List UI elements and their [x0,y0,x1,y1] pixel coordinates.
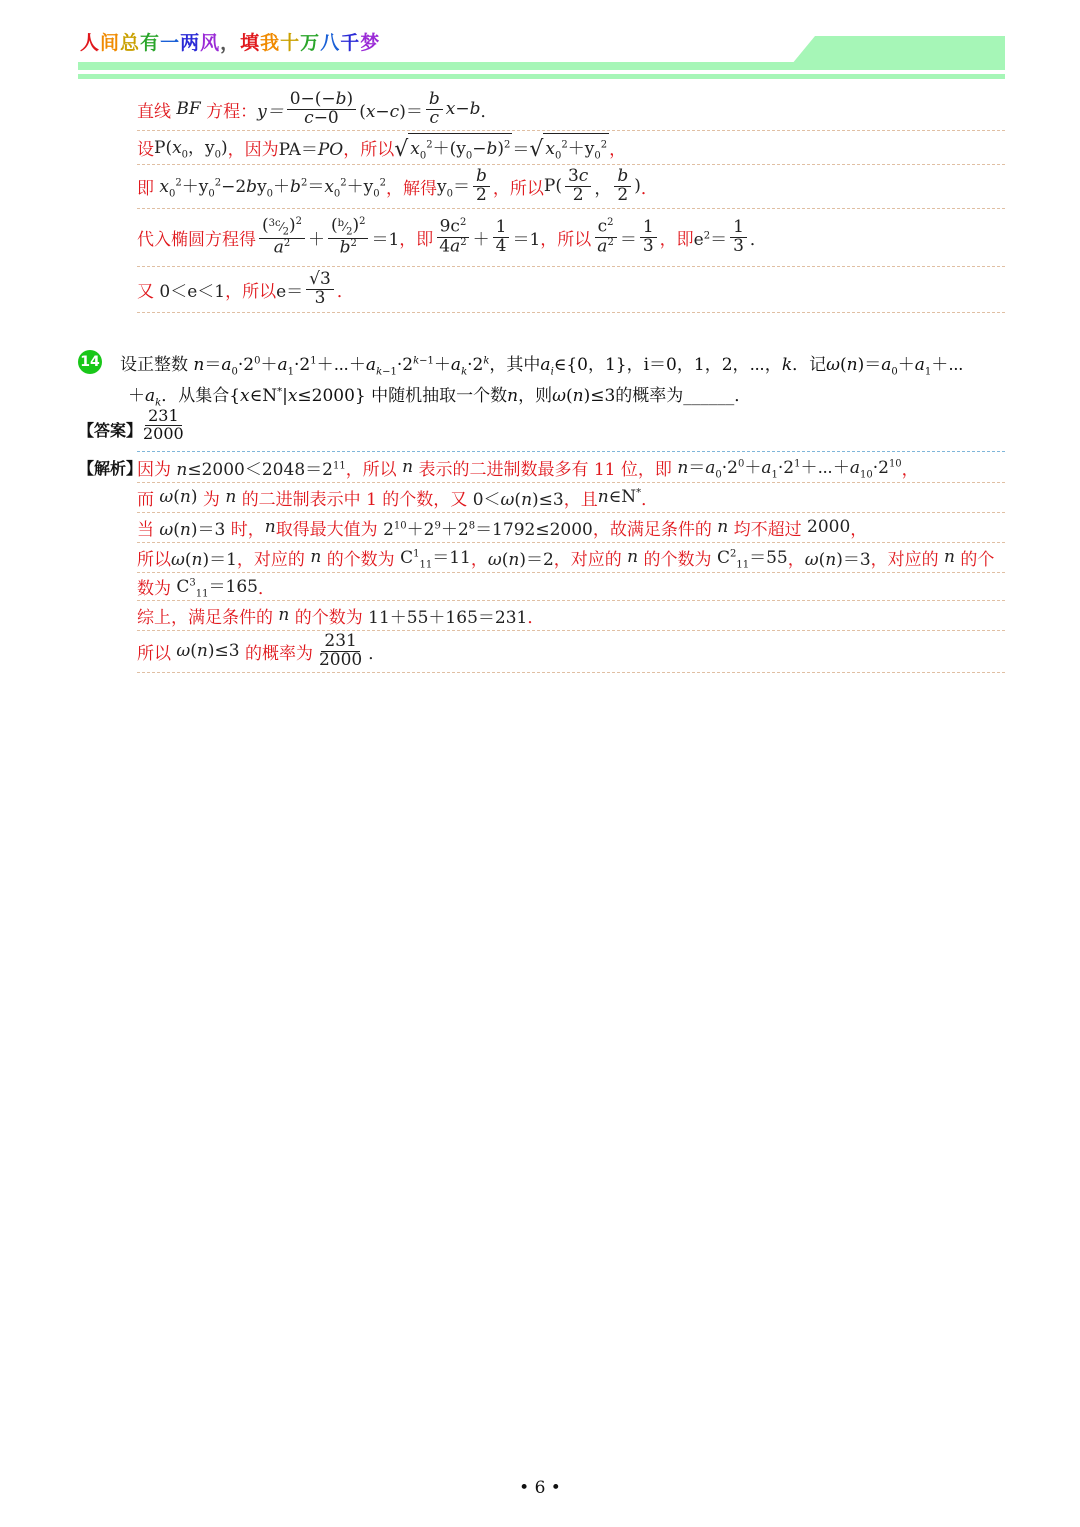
prev-solution-line-4: 代入椭圆方程得 $\frac{(^{3c}⁄_2)^2}{a^2}$ ＋ $\frac{(^b⁄_2)^2}{b^2}$ ＝1 ，即 $\frac{9c^2}{4a^2}$ ＋ $\frac{1}{4}$ ＝1 ，所以 $\frac{c^2}{a^2}$ ＝ $\frac{1}{3}$ ，即 $e^2=$ $\frac{1}{3}$ ． [137,208,1005,267]
header-title-char: ， [220,32,241,54]
header-title-char: 风 [200,32,221,54]
header-title-char: 我 [260,32,281,54]
page-number: • 6 • [519,1478,561,1498]
analysis-line-5: 数为 $C^3_{11}=165$ ． [137,572,1005,601]
analysis-line-6: 综上，满足条件的 n 的个数为 11＋55＋165＝231 ． [137,600,1005,631]
analysis-line-7: 所以 ω(n)≤3 的概率为 $\frac{231}{2000}$ ． [137,630,1005,673]
header-title-char: 填 [240,32,261,54]
analysis-line-3: 当 ω(n)＝3 时， n 取得最大值为 $2^{10}+2^9+2^8=1792\le 2000$ ，故满足条件的 n 均不超过 2000 ， [137,512,1005,543]
header-title-char: 总 [120,32,141,54]
page-header [0,0,1080,90]
question-text-line-2: $+a_k$．从集合{x∈N*|x≤2000} 中随机抽取一个数n，则ω(n)≤3的概率为______． [128,386,752,409]
analysis-label: 【解析】 [78,459,143,478]
header-title-char: 万 [300,32,321,54]
header-title-char: 十 [280,32,301,54]
analysis-line-4: 所以 ω(n)＝1 ，对应的 n 的个数为 $C^1_{11}=11$ ， ω(n)＝2 ，对应的 n 的个数为 $C^2_{11}=55$ ， ω(n)＝3 ，对应的 n 的个 [137,542,1005,573]
header-title-char: 间 [100,32,121,54]
header-title-char: 八 [320,32,341,54]
prev-solution-line-5: 又 0＜e＜1 ，所以 e＝ $\frac{√3}{3}$ ． [137,266,1005,313]
prev-solution-line-1: 直线 BF 方程： y＝ $\frac{0-(-b)}{c-0}$ (x−c)＝ $\frac{b}{c}$ x−b ． [137,88,1005,131]
fraction-slope: $\frac{0-(-b)}{c-0}$ [287,91,356,128]
analysis-line-1: 因为 $n\le 2000<2048=2^{11}$ ，所以 n 表示的二进制数最多有 11 位，即 $n=a_0\cdot 2^0+a_1\cdot 2^1+\cdots+a_{10}\cdot 2^{10}$ ， [137,452,1005,483]
header-band-line-secondary [78,74,1005,79]
header-band-line [78,62,1005,70]
analysis-line-2: 而 ω(n) 为 n 的二进制表示中 1 的个数，又 0＜ω(n)≤3 ，且 n∈N* ． [137,482,1005,513]
header-title [80,28,380,55]
header-title-char: 梦 [360,32,381,54]
header-title-char: 人 [80,32,101,54]
answer-label: 【答案】 [78,421,143,440]
answer-value: $\frac{231}{2000}$ [143,406,184,443]
question-text-line-1: 设正整数 $n=a_0\cdot 2^0+a_1\cdot 2^1+\cdots+a_{k-1}\cdot 2^{k-1}+a_k\cdot 2^k$，其中$a_i\in\{0$，1}，i＝0，1，2，⋯，k．记$\omega(n)=a_0+a_1+\cdots$ [120,355,964,378]
header-title-char: 有 [140,32,161,54]
header-title-char: 一 [160,32,181,54]
header-title-char: 两 [180,32,201,54]
prev-solution-line-3: 即 $x_0^2+y_0^2-2by_0+b^2=x_0^2+y_0^2$ ，解得 $y_0=$ $\frac{b}{2}$ ，所以 P( $\frac{3c}{2}$ ， $\frac{b}{2}$ ) ． [137,164,1005,209]
question-number-badge: 14 [78,350,102,374]
header-title-char: 千 [340,32,361,54]
prev-solution-line-2: 设 $P(x_0$，$y_0$) ，因为 PA＝PO ，所以 √ $x_0^2+(y_0-b)^2$ ＝ √ $x_0^2+y_0^2$ ， [137,130,1005,165]
